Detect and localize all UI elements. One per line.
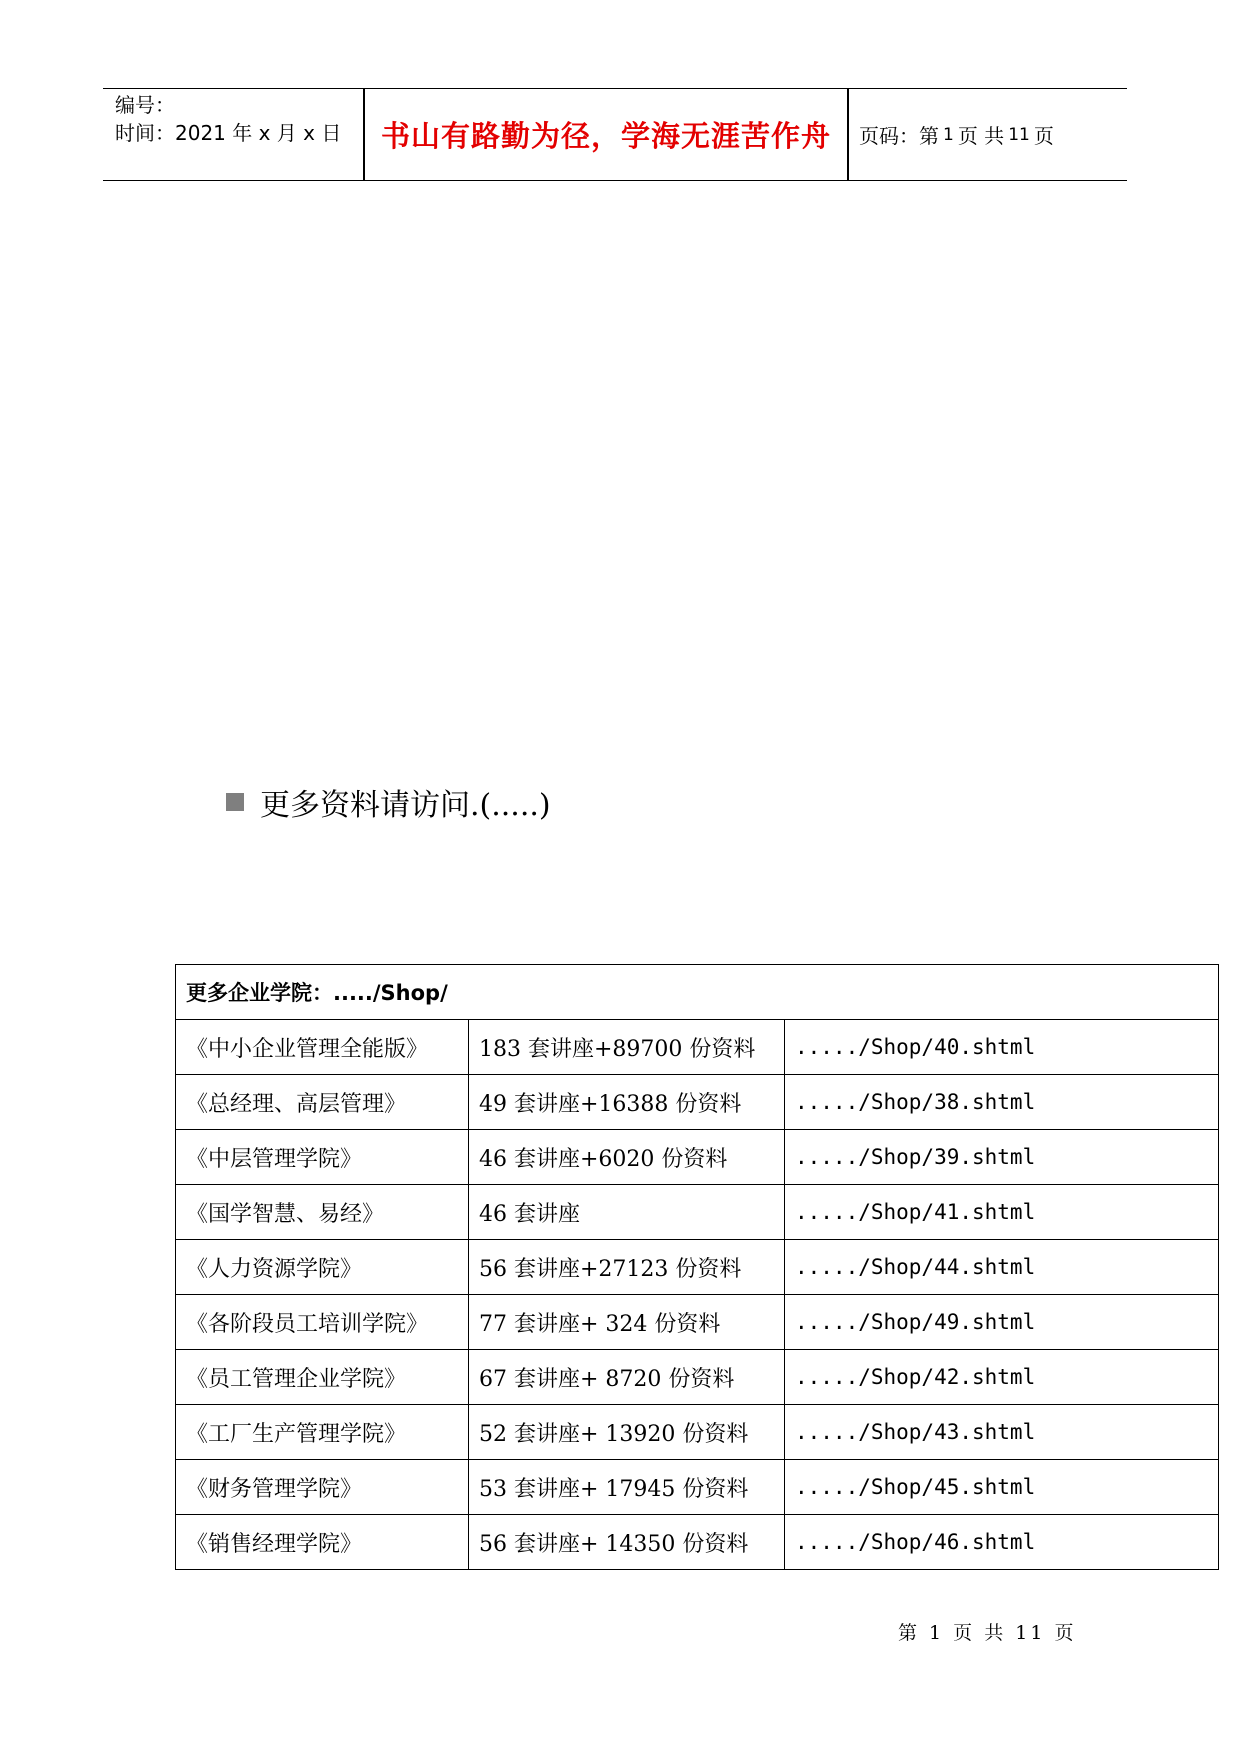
academy-link[interactable]: ...../Shop/40.shtml bbox=[785, 1020, 1219, 1075]
academy-content: 46 套讲座 bbox=[469, 1185, 785, 1240]
table-row bbox=[176, 1405, 1219, 1460]
table-row bbox=[176, 1350, 1219, 1405]
table-row bbox=[176, 1515, 1219, 1570]
academy-content: 56 套讲座+27123 份资料 bbox=[469, 1240, 785, 1295]
academy-link[interactable]: ...../Shop/44.shtml bbox=[785, 1240, 1219, 1295]
academy-name: 《总经理、高层管理》 bbox=[176, 1075, 469, 1130]
academy-content: 77 套讲座+ 324 份资料 bbox=[469, 1295, 785, 1350]
table-row bbox=[176, 1240, 1219, 1295]
academy-link[interactable]: ...../Shop/49.shtml bbox=[785, 1295, 1219, 1350]
table-row bbox=[176, 1185, 1219, 1240]
header-meta bbox=[115, 91, 341, 147]
academy-name: 《财务管理学院》 bbox=[176, 1460, 469, 1515]
academy-content: 56 套讲座+ 14350 份资料 bbox=[469, 1515, 785, 1570]
academy-name: 《中层管理学院》 bbox=[176, 1130, 469, 1185]
academy-name: 《人力资源学院》 bbox=[176, 1240, 469, 1295]
table-row bbox=[176, 1295, 1219, 1350]
academy-link[interactable]: ...../Shop/38.shtml bbox=[785, 1075, 1219, 1130]
page-suffix: 页 bbox=[1033, 124, 1054, 148]
academy-name: 《员工管理企业学院》 bbox=[176, 1350, 469, 1405]
academy-content: 46 套讲座+6020 份资料 bbox=[469, 1130, 785, 1185]
academy-name: 《销售经理学院》 bbox=[176, 1515, 469, 1570]
academy-name: 《国学智慧、易经》 bbox=[176, 1185, 469, 1240]
academy-content: 183 套讲座+89700 份资料 bbox=[469, 1020, 785, 1075]
academy-link[interactable]: ...../Shop/41.shtml bbox=[785, 1185, 1219, 1240]
page-current: 1 bbox=[943, 124, 954, 145]
more-info-text: 更多资料请访问.(.....) bbox=[260, 788, 551, 823]
table-row bbox=[176, 1460, 1219, 1515]
table-heading-row bbox=[176, 965, 1219, 1020]
page-prefix: 页码：第 bbox=[859, 124, 939, 148]
more-info-line bbox=[226, 780, 551, 824]
table-row bbox=[176, 1020, 1219, 1075]
table-row bbox=[176, 1075, 1219, 1130]
square-bullet-icon bbox=[226, 793, 244, 811]
academy-name: 《各阶段员工培训学院》 bbox=[176, 1295, 469, 1350]
academy-content: 52 套讲座+ 13920 份资料 bbox=[469, 1405, 785, 1460]
academy-link[interactable]: ...../Shop/43.shtml bbox=[785, 1405, 1219, 1460]
page-total: 11 bbox=[1008, 124, 1030, 145]
document-header bbox=[103, 88, 1127, 181]
page-mid: 页 共 bbox=[957, 124, 1005, 148]
header-divider bbox=[847, 89, 849, 180]
academy-content: 53 套讲座+ 17945 份资料 bbox=[469, 1460, 785, 1515]
time-label: 时间：2021 年 x 月 x 日 bbox=[115, 121, 342, 145]
header-motto: 书山有路勤为径，学海无涯苦作舟 bbox=[380, 119, 831, 153]
academy-link[interactable]: ...../Shop/39.shtml bbox=[785, 1130, 1219, 1185]
table-row bbox=[176, 1130, 1219, 1185]
academy-name: 《工厂生产管理学院》 bbox=[176, 1405, 469, 1460]
academy-name: 《中小企业管理全能版》 bbox=[176, 1020, 469, 1075]
academy-link[interactable]: ...../Shop/46.shtml bbox=[785, 1515, 1219, 1570]
academy-content: 67 套讲座+ 8720 份资料 bbox=[469, 1350, 785, 1405]
serial-number-label: 编号： bbox=[115, 93, 175, 117]
table-heading: 更多企业学院：...../Shop/ bbox=[176, 965, 1219, 1020]
academy-link[interactable]: ...../Shop/45.shtml bbox=[785, 1460, 1219, 1515]
page-footer: 第 1 页 共 11 页 bbox=[898, 1622, 1077, 1644]
academy-content: 49 套讲座+16388 份资料 bbox=[469, 1075, 785, 1130]
academy-link[interactable]: ...../Shop/42.shtml bbox=[785, 1350, 1219, 1405]
academy-table bbox=[175, 964, 1219, 1570]
header-page-info bbox=[859, 89, 1054, 180]
